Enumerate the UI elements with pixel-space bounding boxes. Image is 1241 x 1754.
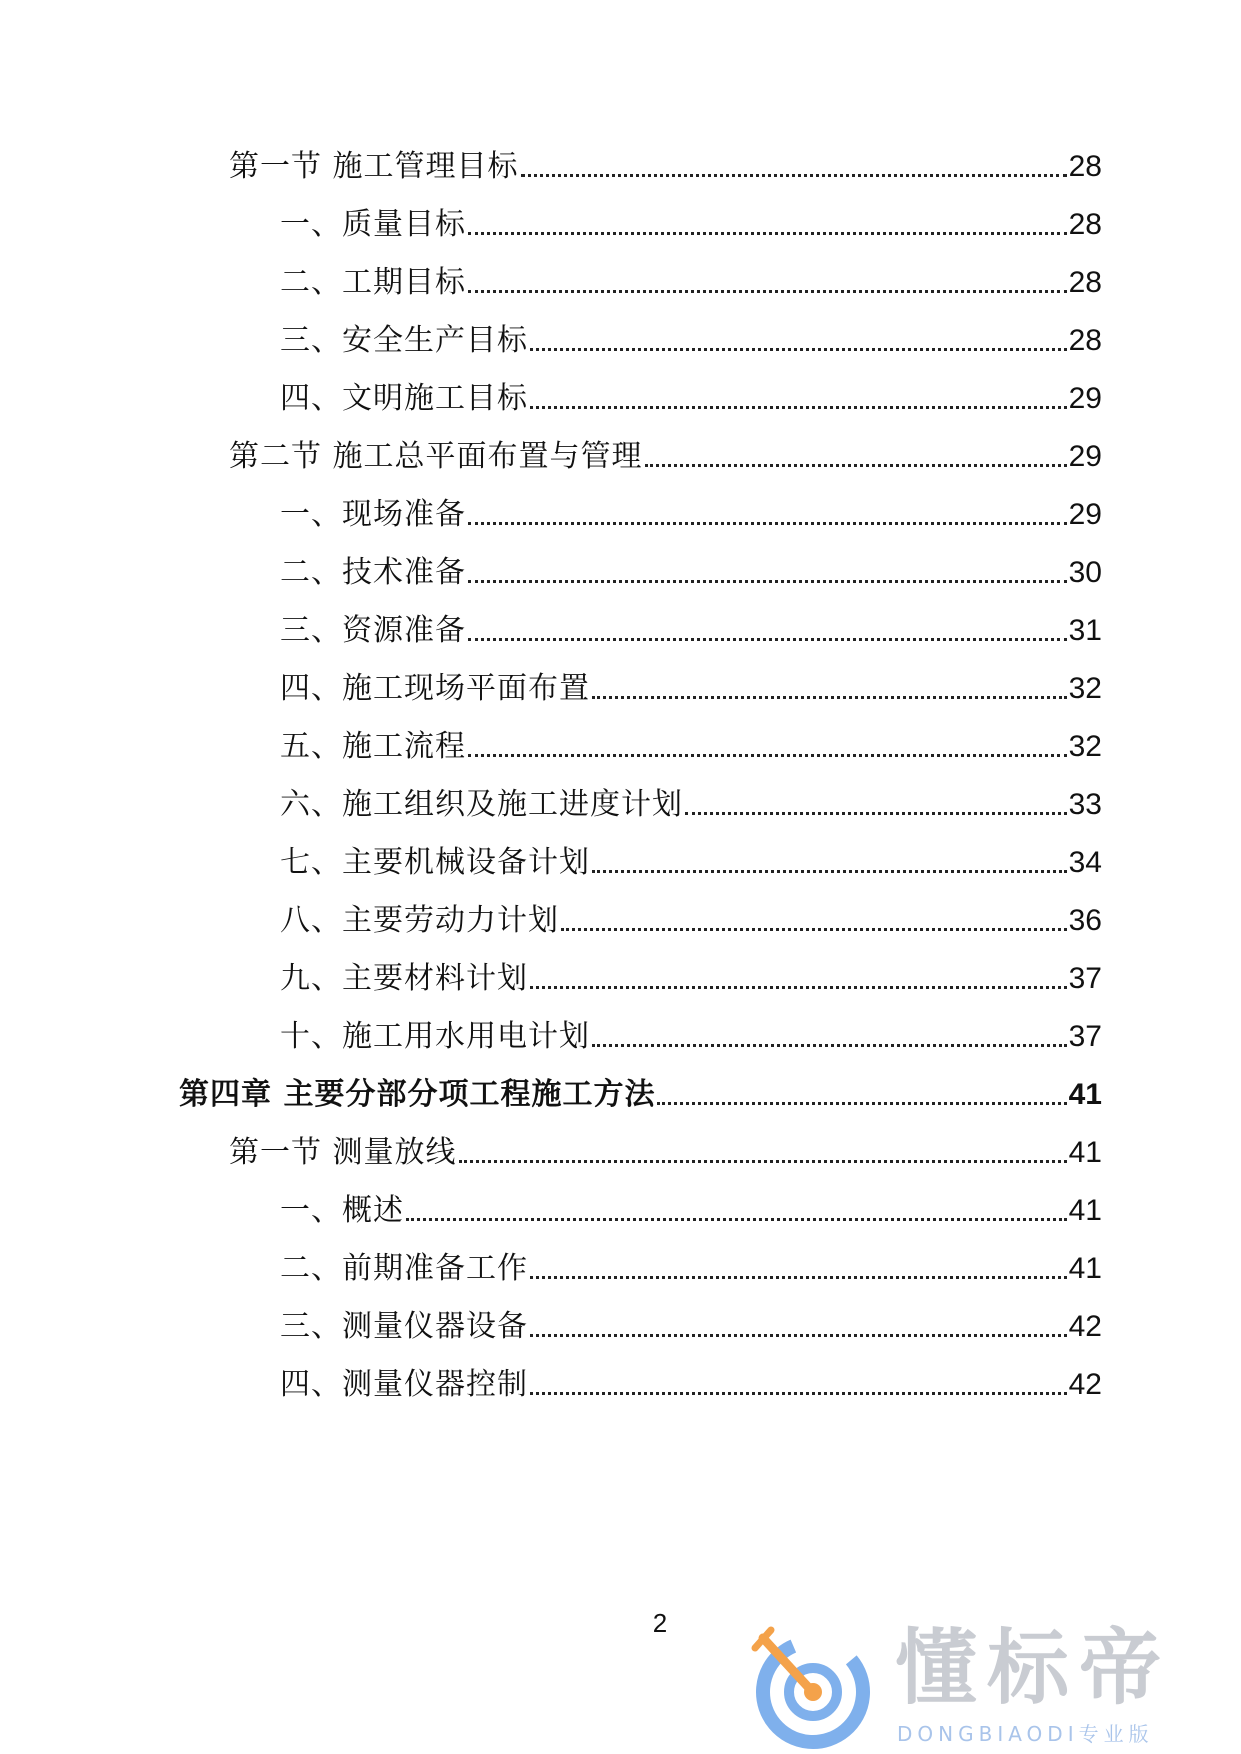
toc-entry-page: 36 [1068,904,1102,937]
toc-entry-page: 29 [1068,382,1102,415]
toc-leader-dots [468,290,1067,293]
toc-entry-title: 五、施工流程 [280,729,466,764]
toc-entry[interactable] [280,261,1102,301]
toc-leader-dots [468,754,1067,757]
toc-entry-title: 七、主要机械设备计划 [280,845,590,880]
toc-entry-title: 三、安全生产目标 [280,323,528,358]
toc-leader-dots [530,986,1067,989]
toc-entry-title: 三、资源准备 [280,613,466,648]
toc-leader-dots [468,580,1067,583]
toc-leader-dots [685,812,1067,815]
toc-entry-page: 30 [1068,556,1102,589]
toc-entry-page: 31 [1068,614,1102,647]
toc-entry-title: 三、测量仪器设备 [280,1309,528,1344]
watermark-subtitle: DONGBIAODI专业版 [897,1722,1154,1746]
toc-entry[interactable] [280,899,1102,939]
toc-entry[interactable] [280,725,1102,765]
toc-leader-dots [592,870,1067,873]
toc-entry-title: 九、主要材料计划 [280,961,528,996]
toc-entry-page: 28 [1068,150,1102,183]
toc-entry-title: 八、主要劳动力计划 [280,903,559,938]
toc-entry[interactable] [280,1305,1102,1345]
toc-leader-dots [657,1102,1066,1105]
toc-entry-page: 41 [1068,1194,1102,1227]
toc-entry[interactable] [280,1363,1102,1403]
toc-entry-title: 四、施工现场平面布置 [280,671,590,706]
toc-entry-page: 34 [1068,846,1102,879]
toc-entry[interactable] [280,1189,1102,1229]
toc-entry[interactable] [280,203,1102,243]
toc-chapter-entry[interactable] [179,1073,1102,1113]
toc-entry[interactable] [280,667,1102,707]
toc-entry-title: 第一节 测量放线 [229,1135,457,1170]
toc-leader-dots [468,522,1067,525]
toc-leader-dots [592,696,1067,699]
toc-entry-page: 37 [1068,1020,1102,1053]
toc-entry[interactable] [280,493,1102,533]
brand-watermark [745,1622,1235,1752]
toc-entry[interactable] [280,783,1102,823]
watermark-title: 懂标帝 [895,1621,1172,1716]
toc-entry-page: 41 [1068,1136,1102,1169]
toc-entry[interactable] [280,1015,1102,1055]
toc-entry[interactable] [229,145,1102,185]
toc-entry-page: 28 [1068,208,1102,241]
toc-entry-title: 六、施工组织及施工进度计划 [280,787,683,822]
toc-leader-dots [592,1044,1067,1047]
toc-entry[interactable] [280,957,1102,997]
toc-leader-dots [645,464,1067,467]
toc-entry-title: 第二节 施工总平面布置与管理 [229,439,643,474]
toc-entry-title: 四、文明施工目标 [280,381,528,416]
page-number: 2 [652,1608,668,1638]
toc-entry-page: 41 [1068,1078,1102,1111]
toc-leader-dots [459,1160,1067,1163]
toc-entry-page: 28 [1068,266,1102,299]
toc-leader-dots [406,1218,1067,1221]
toc-leader-dots [521,174,1067,177]
toc-leader-dots [561,928,1067,931]
toc-entry[interactable] [280,319,1102,359]
toc-leader-dots [530,1392,1067,1395]
toc-entry-title: 二、工期目标 [280,265,466,300]
toc-entry-page: 29 [1068,440,1102,473]
toc-entry-title: 十、施工用水用电计划 [280,1019,590,1054]
toc-entry[interactable] [229,435,1102,475]
toc-entry-title: 第一节 施工管理目标 [229,149,519,184]
toc-entry-title: 二、前期准备工作 [280,1251,528,1286]
toc-leader-dots [530,1334,1067,1337]
toc-entry-page: 28 [1068,324,1102,357]
toc-leader-dots [468,232,1067,235]
toc-entry[interactable] [280,1247,1102,1287]
toc-entry-title: 一、现场准备 [280,497,466,532]
toc-entry-page: 37 [1068,962,1102,995]
toc-entry-page: 32 [1068,730,1102,763]
toc-entry-title: 四、测量仪器控制 [280,1367,528,1402]
toc-entry-page: 33 [1068,788,1102,821]
toc-entry-page: 42 [1068,1368,1102,1401]
toc-entry[interactable] [280,841,1102,881]
toc-entry-title: 二、技术准备 [280,555,466,590]
toc-entry-page: 29 [1068,498,1102,531]
toc-entry-title: 一、质量目标 [280,207,466,242]
toc-entry[interactable] [280,551,1102,591]
toc-leader-dots [530,1276,1067,1279]
toc-entry-page: 32 [1068,672,1102,705]
toc-leader-dots [530,348,1067,351]
target-logo-icon [745,1622,885,1754]
toc-entry-page: 42 [1068,1310,1102,1343]
toc-entry-title: 一、概述 [280,1193,404,1228]
toc-entry-title: 第四章 主要分部分项工程施工方法 [179,1077,656,1112]
toc-leader-dots [530,406,1067,409]
toc-entry[interactable] [229,1131,1102,1171]
toc-entry[interactable] [280,377,1102,417]
toc-leader-dots [468,638,1067,641]
toc-entry-page: 41 [1068,1252,1102,1285]
toc-entry[interactable] [280,609,1102,649]
